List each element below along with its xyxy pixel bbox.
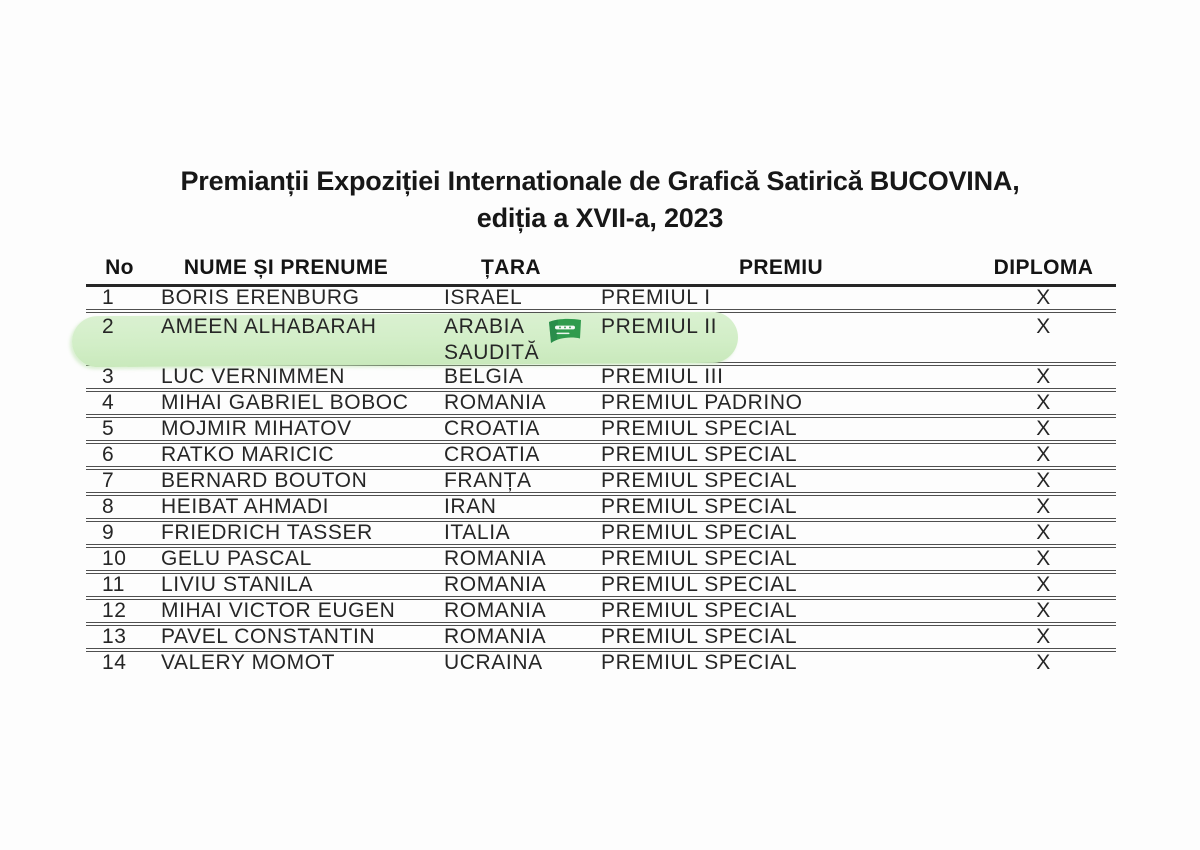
winners-table	[86, 252, 1116, 674]
table-row	[86, 366, 1116, 392]
document-title	[0, 163, 1200, 237]
header-no: No	[105, 256, 134, 279]
table-row	[86, 392, 1116, 418]
title-line-2: ediția a XVII-a, 2023	[476, 203, 724, 233]
cell-name: VALERY MOMOT	[161, 651, 336, 674]
cell-country: ROMANIA	[444, 625, 547, 648]
cell-premiu: PREMIUL SPECIAL	[601, 469, 798, 492]
cell-no: 12	[102, 599, 127, 622]
table-row	[86, 600, 1116, 626]
table-row	[86, 313, 1116, 366]
cell-diploma: X	[1036, 315, 1051, 338]
cell-name: RATKO MARICIC	[161, 443, 335, 466]
cell-diploma: X	[1036, 286, 1051, 309]
header-name: NUME ȘI PRENUME	[183, 256, 389, 279]
cell-country: CROATIA	[444, 443, 540, 466]
cell-country: ROMANIA	[444, 599, 547, 622]
cell-no: 8	[102, 495, 115, 518]
cell-name: BERNARD BOUTON	[161, 469, 368, 492]
cell-country: CROATIA	[444, 417, 540, 440]
cell-name: BORIS ERENBURG	[161, 286, 360, 309]
table-row	[86, 418, 1116, 444]
table-header-row	[86, 252, 1116, 287]
cell-premiu: PREMIUL SPECIAL	[601, 495, 798, 518]
cell-no: 14	[102, 651, 127, 674]
cell-diploma: X	[1036, 469, 1051, 492]
cell-country: UCRAINA	[444, 651, 543, 674]
cell-country: ARABIA SAUDITĂ	[444, 315, 540, 364]
cell-premiu: PREMIUL SPECIAL	[601, 417, 798, 440]
cell-premiu: PREMIUL SPECIAL	[601, 651, 798, 674]
table-row	[86, 522, 1116, 548]
cell-premiu: PREMIUL I	[601, 286, 711, 309]
cell-no: 3	[102, 365, 115, 388]
cell-no: 11	[102, 573, 125, 596]
table-body	[86, 287, 1116, 674]
cell-diploma: X	[1036, 417, 1051, 440]
table-row	[86, 496, 1116, 522]
cell-diploma: X	[1036, 391, 1051, 414]
cell-country: BELGIA	[444, 365, 524, 388]
cell-premiu: PREMIUL SPECIAL	[601, 625, 798, 648]
cell-name: MIHAI VICTOR EUGEN	[161, 599, 396, 622]
cell-country: ROMANIA	[444, 391, 547, 414]
cell-name: FRIEDRICH TASSER	[161, 521, 373, 544]
table-row	[86, 444, 1116, 470]
cell-premiu: PREMIUL SPECIAL	[601, 573, 798, 596]
cell-premiu: PREMIUL SPECIAL	[601, 547, 798, 570]
cell-no: 1	[102, 286, 115, 309]
cell-diploma: X	[1036, 547, 1051, 570]
cell-premiu: PREMIUL SPECIAL	[601, 521, 798, 544]
cell-no: 2	[102, 315, 115, 338]
cell-diploma: X	[1036, 625, 1051, 648]
table-row	[86, 626, 1116, 652]
cell-name: HEIBAT AHMADI	[161, 495, 330, 518]
cell-name: AMEEN ALHABARAH	[161, 315, 377, 338]
cell-no: 10	[102, 547, 127, 570]
cell-diploma: X	[1036, 573, 1051, 596]
cell-name: GELU PASCAL	[161, 547, 312, 570]
cell-premiu: PREMIUL SPECIAL	[601, 599, 798, 622]
cell-country: ITALIA	[444, 521, 511, 544]
saudi-arabia-flag-icon	[546, 317, 584, 345]
table-row	[86, 652, 1116, 674]
cell-diploma: X	[1036, 521, 1051, 544]
cell-name: LUC VERNIMMEN	[161, 365, 345, 388]
cell-diploma: X	[1036, 495, 1051, 518]
header-premiu: PREMIU	[738, 256, 824, 279]
cell-no: 6	[102, 443, 115, 466]
cell-country: FRANȚA	[444, 469, 532, 492]
cell-country: ROMANIA	[444, 547, 547, 570]
table-row	[86, 548, 1116, 574]
cell-premiu: PREMIUL SPECIAL	[601, 443, 798, 466]
cell-premiu: PREMIUL III	[601, 365, 724, 388]
cell-name: PAVEL CONSTANTIN	[161, 625, 376, 648]
table-row	[86, 287, 1116, 313]
cell-premiu: PREMIUL II	[601, 315, 718, 338]
cell-country: ROMANIA	[444, 573, 547, 596]
cell-no: 9	[102, 521, 115, 544]
title-line-1: Premianții Expoziției Internationale de Grafică Satirică BUCOVINA,	[180, 166, 1020, 196]
cell-name: MOJMIR MIHATOV	[161, 417, 352, 440]
cell-diploma: X	[1036, 443, 1051, 466]
cell-no: 7	[102, 469, 115, 492]
header-country: ȚARA	[481, 256, 541, 279]
cell-country: IRAN	[444, 495, 497, 518]
cell-no: 13	[102, 625, 127, 648]
cell-name: MIHAI GABRIEL BOBOC	[161, 391, 409, 414]
cell-premiu: PREMIUL PADRINO	[601, 391, 803, 414]
cell-country: ISRAEL	[444, 286, 523, 309]
table-row	[86, 574, 1116, 600]
cell-diploma: X	[1036, 651, 1051, 674]
header-diploma: DIPLOMA	[993, 256, 1094, 279]
cell-diploma: X	[1036, 365, 1051, 388]
cell-diploma: X	[1036, 599, 1051, 622]
cell-name: LIVIU STANILA	[161, 573, 314, 596]
table-row	[86, 470, 1116, 496]
cell-no: 5	[102, 417, 115, 440]
cell-no: 4	[102, 391, 115, 414]
